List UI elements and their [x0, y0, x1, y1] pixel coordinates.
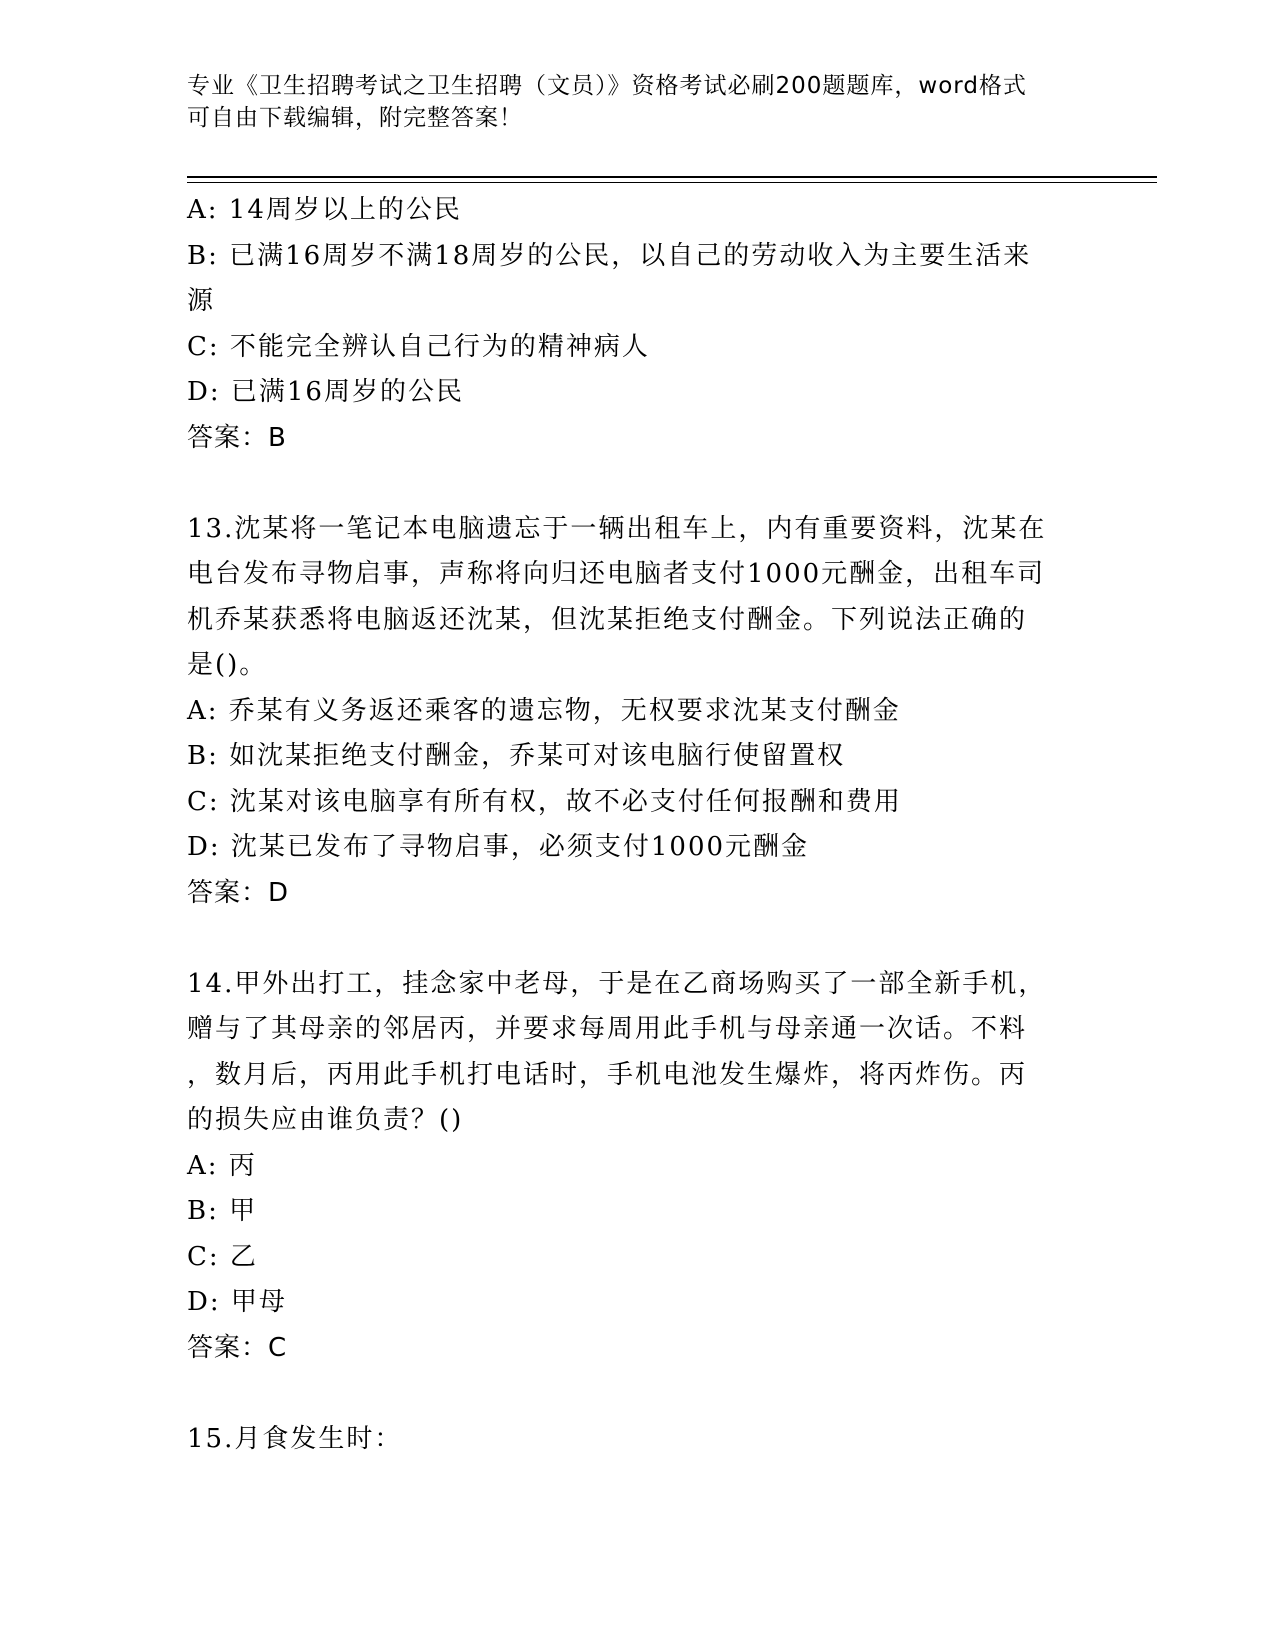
q13-option-d: D: 沈某已发布了寻物启事，必须支付1000元酬金 [187, 832, 810, 862]
q13-option-a: A: 乔某有义务返还乘客的遗忘物，无权要求沈某支付酬金 [187, 695, 901, 726]
q12-option-b-line-2: 源 [187, 286, 216, 316]
q14-stem-line-4: 的损失应由谁负责？() [187, 1105, 464, 1135]
q14-option-b: B: 甲 [187, 1196, 258, 1226]
q13-stem-line-4: 是()。 [187, 650, 268, 680]
header-title-line-2: 可自由下载编辑，附完整答案！ [187, 105, 523, 131]
header-divider-thin [187, 182, 1157, 183]
question-13 [187, 507, 1087, 917]
q12-option-d: D: 已满16周岁的公民 [187, 377, 464, 407]
q13-stem-line-1: 13.沈某将一笔记本电脑遗忘于一辆出租车上，内有重要资料，沈某在 [187, 513, 1047, 544]
header-divider-thick [187, 176, 1157, 178]
header-title-line-1: 专业《卫生招聘考试之卫生招聘（文员）》资格考试必刷200题题库，word格式 [187, 73, 1027, 99]
question-14 [187, 962, 1087, 1372]
q14-answer: 答案：C [187, 1332, 288, 1363]
q13-option-b: B: 如沈某拒绝支付酬金，乔某可对该电脑行使留置权 [187, 741, 846, 771]
q12-option-c: C: 不能完全辨认自己行为的精神病人 [187, 331, 650, 362]
spacer [187, 1371, 1087, 1417]
q14-stem-line-3: ，数月后，丙用此手机打电话时，手机电池发生爆炸，将丙炸伤。丙 [187, 1059, 1028, 1090]
document-header [187, 70, 1087, 134]
q12-option-b-line-1: B: 已满16周岁不满18周岁的公民，以自己的劳动收入为主要生活来 [187, 240, 1032, 271]
spacer [187, 461, 1087, 507]
question-content [187, 188, 1087, 1462]
spacer [187, 916, 1087, 962]
q15-stem-line-1: 15.月食发生时： [187, 1423, 403, 1454]
q12-option-a: A: 14周岁以上的公民 [187, 195, 462, 225]
question-12 [187, 188, 1087, 461]
q14-option-c: C: 乙 [187, 1241, 258, 1272]
q13-stem-line-3: 机乔某获悉将电脑返还沈某，但沈某拒绝支付酬金。下列说法正确的 [187, 604, 1028, 635]
q13-stem-line-2: 电台发布寻物启事，声称将向归还电脑者支付1000元酬金，出租车司 [187, 559, 1046, 589]
q13-answer: 答案：D [187, 877, 290, 908]
q13-option-c: C: 沈某对该电脑享有所有权，故不必支付任何报酬和费用 [187, 786, 902, 817]
q14-option-a: A: 丙 [187, 1150, 257, 1181]
q12-answer: 答案：B [187, 422, 287, 453]
q14-option-d: D: 甲母 [187, 1287, 287, 1317]
q14-stem-line-2: 赠与了其母亲的邻居丙，并要求每周用此手机与母亲通一次话。不料 [187, 1014, 1028, 1044]
q14-stem-line-1: 14.甲外出打工，挂念家中老母，于是在乙商场购买了一部全新手机， [187, 968, 1047, 999]
question-15 [187, 1417, 1087, 1463]
